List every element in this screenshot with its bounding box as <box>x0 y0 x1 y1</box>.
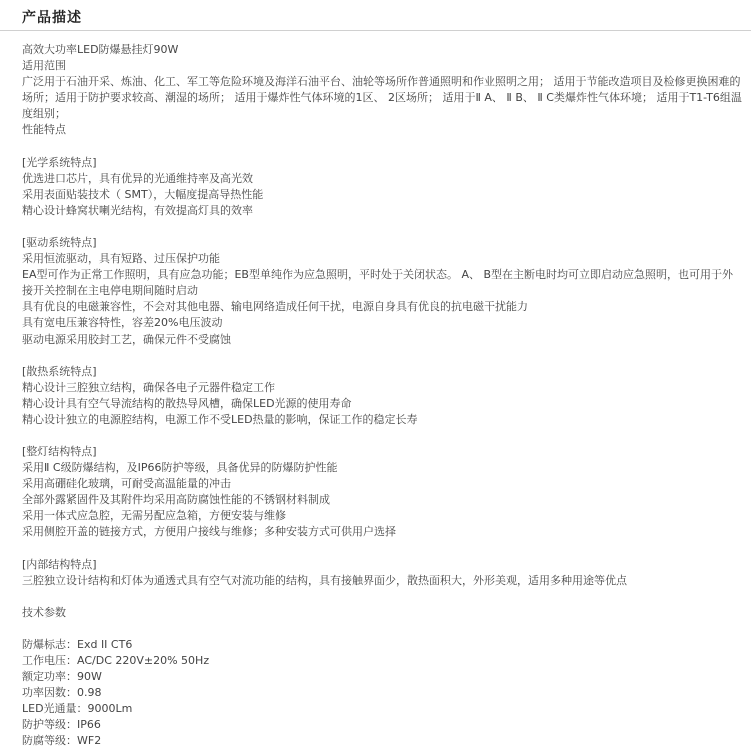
spec-power-factor: 功率因数：0.98 <box>22 686 102 700</box>
drive-line: 驱动电源采用胶封工艺，确保元件不受腐蚀 <box>22 332 231 346</box>
product-name: 高效大功率LED防爆悬挂灯90W <box>22 43 179 56</box>
cooling-section-title: [散热系统特点] <box>22 364 97 378</box>
drive-line: 采用恒流驱动，具有短路、过压保护功能 <box>22 252 220 266</box>
optical-line: 优选进口芯片，具有优异的光通维持率及高光效 <box>22 171 253 185</box>
specs-heading: 技术参数 <box>22 605 66 619</box>
structure-line: 采用一体式应急腔，无需另配应急箱，方便安装与维修 <box>22 509 286 523</box>
scope-heading: 适用范围 <box>22 59 66 73</box>
drive-section-title: [驱动系统特点] <box>22 235 97 249</box>
spec-voltage: 工作电压：AC/DC 220V±20% 50Hz <box>22 653 210 667</box>
drive-line: 具有优良的电磁兼容性，不会对其他电器、输电网络造成任何干扰，电源自身具有优良的抗电磁干扰能力 <box>22 300 528 314</box>
title-divider <box>0 30 751 31</box>
spec-anticorrosion: 防腐等级：WF2 <box>22 734 102 748</box>
optical-section-title: [光学系统特点] <box>22 155 97 169</box>
features-heading: 性能特点 <box>22 123 66 137</box>
spec-ip-rating: 防护等级：IP66 <box>22 718 101 732</box>
internal-section-title: [内部结构特点] <box>22 557 97 571</box>
spec-ex-marking: 防爆标志：Exd II CT6 <box>22 637 133 651</box>
cooling-line: 精心设计具有空气导流结构的散热导风槽，确保LED光源的使用寿命 <box>22 396 352 410</box>
header <box>0 0 751 32</box>
optical-line: 采用表面贴装技术（ SMT），大幅度提高导热性能 <box>22 187 264 201</box>
structure-section-title: [整灯结构特点] <box>22 444 97 458</box>
page-title: 产品描述 <box>22 10 82 26</box>
product-description <box>22 42 744 749</box>
spec-power: 额定功率：90W <box>22 670 102 683</box>
internal-line: 三腔独立设计结构和灯体为通透式具有空气对流功能的结构，具有接触界面少，散热面积大，外形美观，适用多种用途等优点 <box>22 573 627 587</box>
drive-line: 具有宽电压兼容特性，容差20%电压波动 <box>22 316 223 330</box>
cooling-line: 精心设计三腔独立结构，确保各电子元器件稳定工作 <box>22 380 275 394</box>
structure-line: 采用Ⅱ C级防爆结构，及IP66防护等级，具备优异的防爆防护性能 <box>22 461 338 475</box>
structure-line: 全部外露紧固件及其附件均采用高防腐蚀性能的不锈钢材料制成 <box>22 493 330 507</box>
cooling-line: 精心设计独立的电源腔结构，电源工作不受LED热量的影响，保证工作的稳定长寿 <box>22 412 418 426</box>
drive-line: EA型可作为正常工作照明，具有应急功能；EB型单纯作为应急照明，平时处于关闭状态。 A、 B型在主断电时均可立即启动应急照明，也可用于外接开关控制在主电停电期间随时启动 <box>22 268 734 298</box>
scope-text: 广泛用于石油开采、炼油、化工、军工等危险环境及海洋石油平台、油轮等场所作普通照明和作业照明之用； 适用于节能改造项目及检修更换困难的场所；适用于防护要求较高、潮湿的场所； 适用于爆炸性气体环境的1区、 2区场所； 适用于Ⅱ A、 Ⅱ B、 Ⅱ C类爆炸性气体环境； 适用于T1-T6组温度组别； <box>22 75 742 121</box>
optical-line: 精心设计蜂窝状喇光结构，有效提高灯具的效率 <box>22 203 253 217</box>
spec-luminous-flux: LED光通量：9000Lm <box>22 702 133 716</box>
structure-line: 采用侧腔开盖的链接方式，方便用户接线与维修；多种安装方式可供用户选择 <box>22 525 396 539</box>
structure-line: 采用高硼硅化玻璃，可耐受高温能量的冲击 <box>22 477 231 491</box>
